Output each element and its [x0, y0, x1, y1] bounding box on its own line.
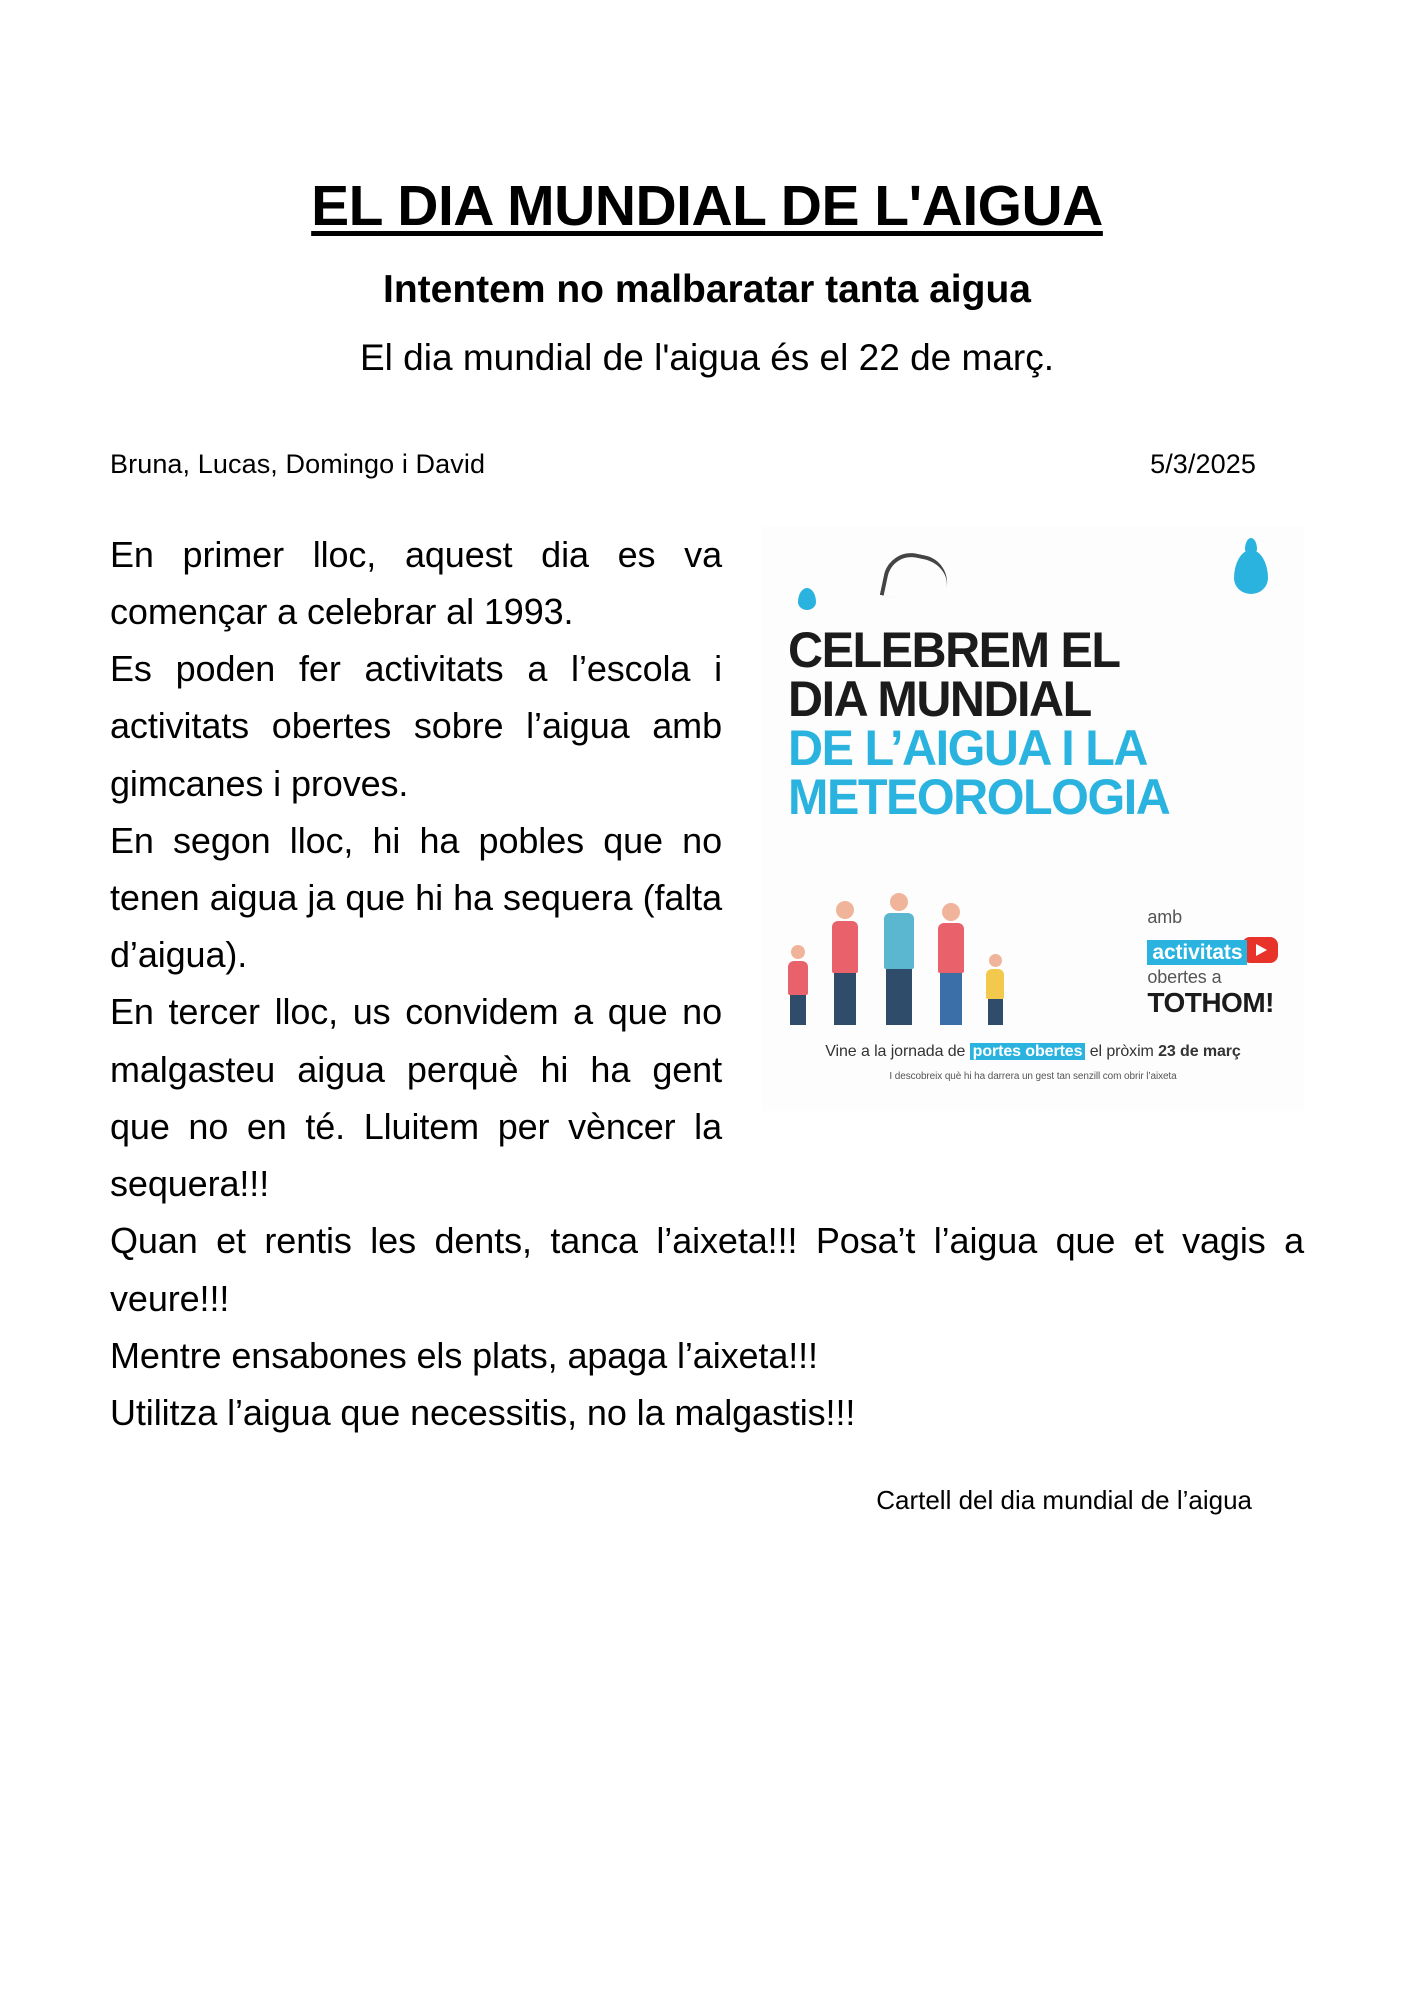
page-title — [110, 0, 1304, 238]
poster-tothom-label: TOTHOM! — [1147, 987, 1274, 1019]
poster-obertes-label: obertes a — [1147, 967, 1222, 988]
body-paragraph-6: Mentre ensabones els plats, apaga l’aixeta!!! — [110, 1334, 818, 1376]
authors-text: Bruna, Lucas, Domingo i David — [110, 448, 486, 479]
poster-line-4: METEOROLOGIA — [788, 768, 1170, 825]
poster-line-1: CELEBREM EL — [788, 621, 1120, 678]
poster-line-3: DE L’AIGUA I LA — [788, 719, 1148, 776]
page-title-text: EL DIA MUNDIAL DE L'AIGUA — [311, 174, 1103, 238]
poster-foot-mid: el pròxim — [1085, 1043, 1159, 1061]
poster-line-2: DIA MUNDIAL — [788, 670, 1091, 727]
body-paragraph-5: Quan et rentis les dents, tanca l’aixeta!!! Posa’t l’aigua que et vagis a veure!!! — [110, 1220, 1304, 1319]
poster-foot-highlight: portes obertes — [970, 1043, 1086, 1060]
swirl-icon — [880, 547, 953, 607]
date-text: 5/3/2025 — [1150, 448, 1256, 479]
poster-footer-small: I descobreix què hi ha darrera un gest tan senzill com obrir l’aixeta — [889, 1070, 1177, 1082]
body-paragraph-3: En segon lloc, hi ha pobles que no tenen aigua ja que hi ha sequera (falta d’aigua). — [110, 819, 722, 976]
family-illustration — [788, 885, 1048, 1025]
poster-foot-pre: Vine a la jornada de — [825, 1043, 970, 1061]
poster-footer-line — [762, 1039, 1304, 1064]
water-drop-icon — [1234, 550, 1268, 594]
poster-foot-date: 23 de març — [1158, 1043, 1241, 1061]
figure-caption: Cartell del dia mundial de l’aigua — [876, 1485, 1252, 1516]
page-subtitle: Intentem no malbaratar tanta aigua — [383, 268, 1031, 311]
poster-figure — [762, 526, 1304, 1111]
page-subtitle-secondary: El dia mundial de l'aigua és el 22 de març. — [359, 336, 1055, 378]
poster-amb-label: amb — [1147, 906, 1183, 927]
body-text — [110, 480, 1304, 1442]
poster-amb-block — [1147, 907, 1274, 1019]
water-drop-small-icon — [798, 588, 816, 610]
body-paragraph-4: En tercer lloc, us convidem a que no malgasteu aigua perquè hi ha gent que no en té. Lluitem per vèncer la sequera!!! — [110, 991, 722, 1205]
body-paragraph-1: En primer lloc, aquest dia es va començar a celebrar al 1993. — [110, 533, 722, 632]
poster-image — [762, 526, 1304, 1111]
body-paragraph-7: Utilitza l’aigua que necessitis, no la malgastis!!! — [110, 1392, 856, 1434]
body-paragraph-2: Es poden fer activitats a l’escola i activitats obertes sobre l’aigua amb gimcanes i proves. — [110, 648, 722, 804]
poster-activitats-label: activitats — [1147, 940, 1247, 966]
byline — [110, 379, 1304, 480]
